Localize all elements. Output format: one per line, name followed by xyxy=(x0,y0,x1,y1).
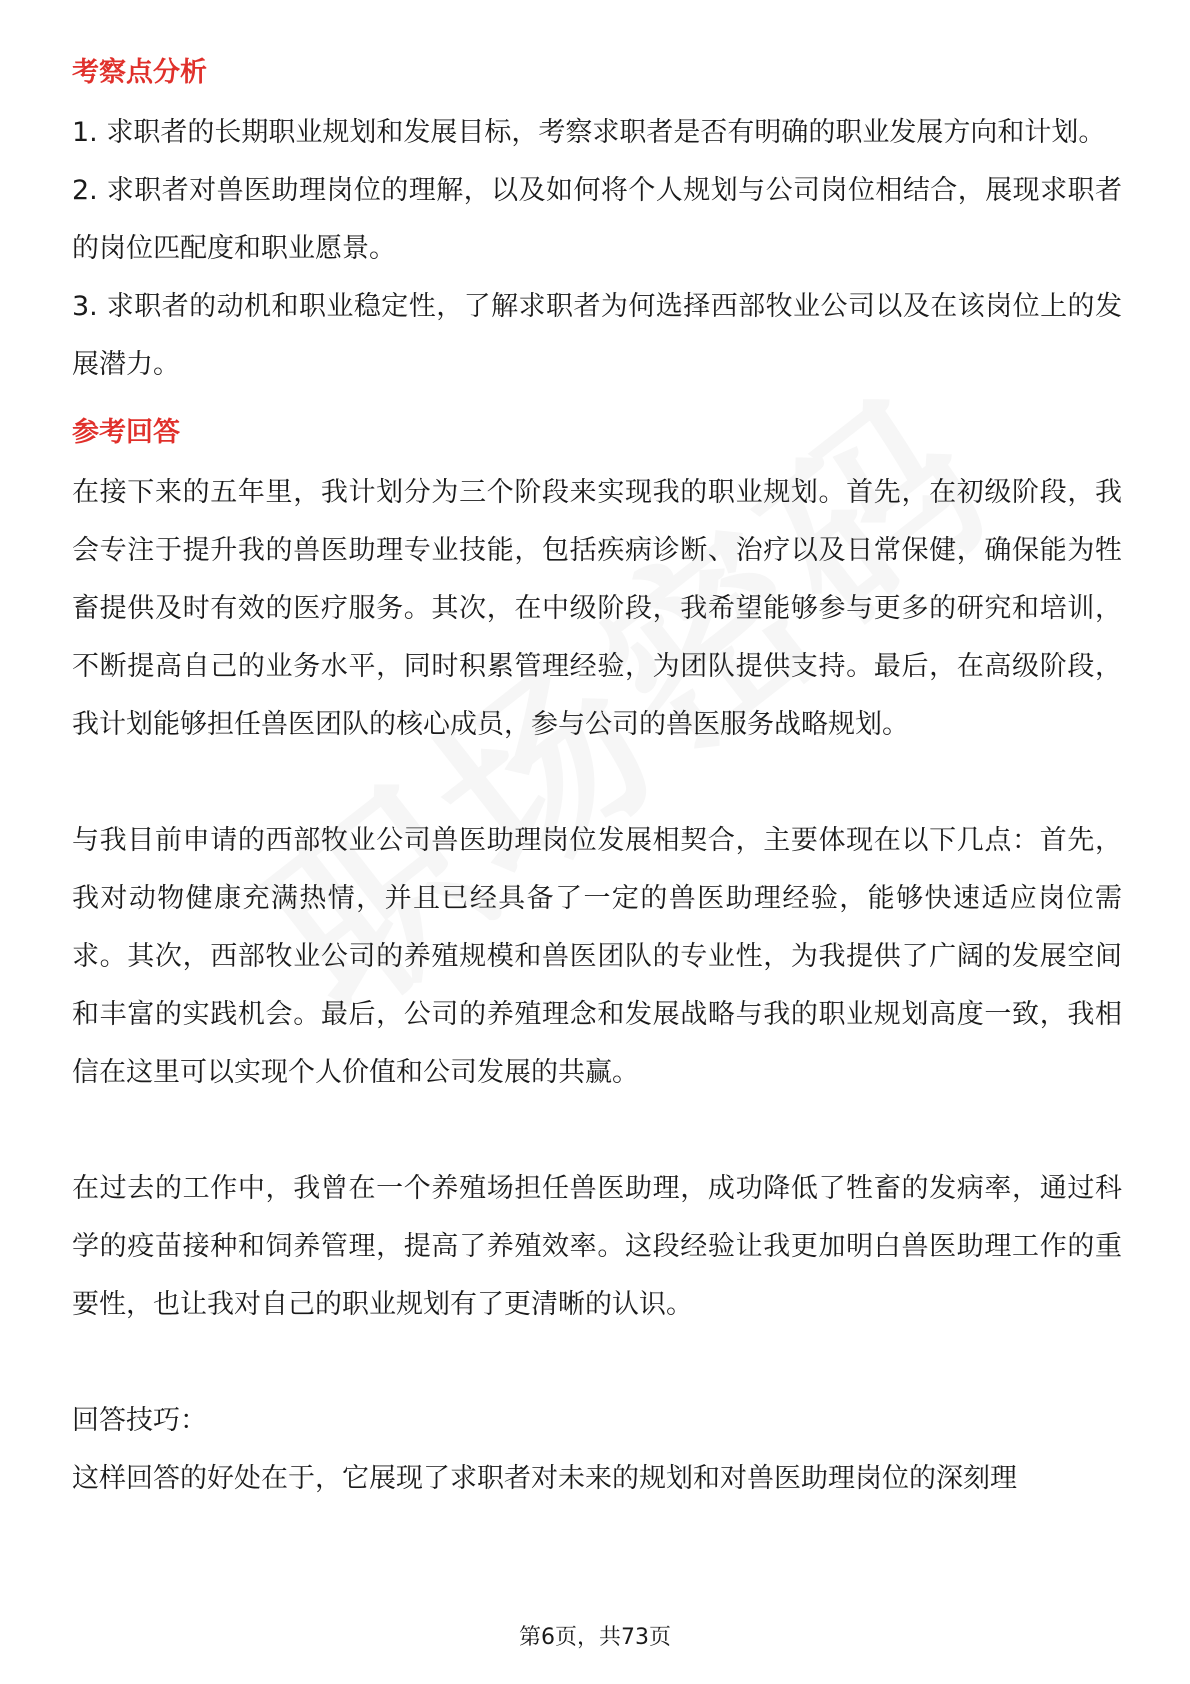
answer-paragraph-3: 在过去的工作中，我曾在一个养殖场担任兽医助理，成功降低了牲畜的发病率，通过科学的疫苗接种和饲养管理，提高了养殖效率。这段经验让我更加明白兽医助理工作的重要性，也让我对自己的职业规划有了更清晰的认识。 xyxy=(72,1173,1122,1320)
analysis-item-1: 1. 求职者的长期职业规划和发展目标，考察求职者是否有明确的职业发展方向和计划。 xyxy=(72,117,1106,148)
answer-heading: 参考回答 xyxy=(72,417,180,448)
answer-paragraph-1: 在接下来的五年里，我计划分为三个阶段来实现我的职业规划。首先，在初级阶段，我会专注于提升我的兽医助理专业技能，包括疾病诊断、治疗以及日常保健，确保能为牲畜提供及时有效的医疗服务。其次，在中级阶段，我希望能够参与更多的研究和培训，不断提高自己的业务水平，同时积累管理经验，为团队提供支持。最后，在高级阶段，我计划能够担任兽医团队的核心成员，参与公司的兽医服务战略规划。 xyxy=(72,477,1122,740)
answer-paragraph-2: 与我目前申请的西部牧业公司兽医助理岗位发展相契合，主要体现在以下几点：首先，我对动物健康充满热情，并且已经具备了一定的兽医助理经验，能够快速适应岗位需求。其次，西部牧业公司的养殖规模和兽医团队的专业性，为我提供了广阔的发展空间和丰富的实践机会。最后，公司的养殖理念和发展战略与我的职业规划高度一致，我相信在这里可以实现个人价值和公司发展的共赢。 xyxy=(72,825,1122,1088)
analysis-item-2: 2. 求职者对兽医助理岗位的理解，以及如何将个人规划与公司岗位相结合，展现求职者的岗位匹配度和职业愿景。 xyxy=(72,175,1122,264)
page-number: 第6页，共73页 xyxy=(519,1625,671,1650)
page-content xyxy=(72,48,1122,1508)
tips-heading: 回答技巧： xyxy=(72,1405,207,1436)
analysis-heading: 考察点分析 xyxy=(72,57,207,88)
tips-text: 这样回答的好处在于，它展现了求职者对未来的规划和对兽医助理岗位的深刻理 xyxy=(72,1463,1017,1494)
analysis-item-3: 3. 求职者的动机和职业稳定性，了解求职者为何选择西部牧业公司以及在该岗位上的发展潜力。 xyxy=(72,291,1122,380)
analysis-list xyxy=(72,104,1122,394)
